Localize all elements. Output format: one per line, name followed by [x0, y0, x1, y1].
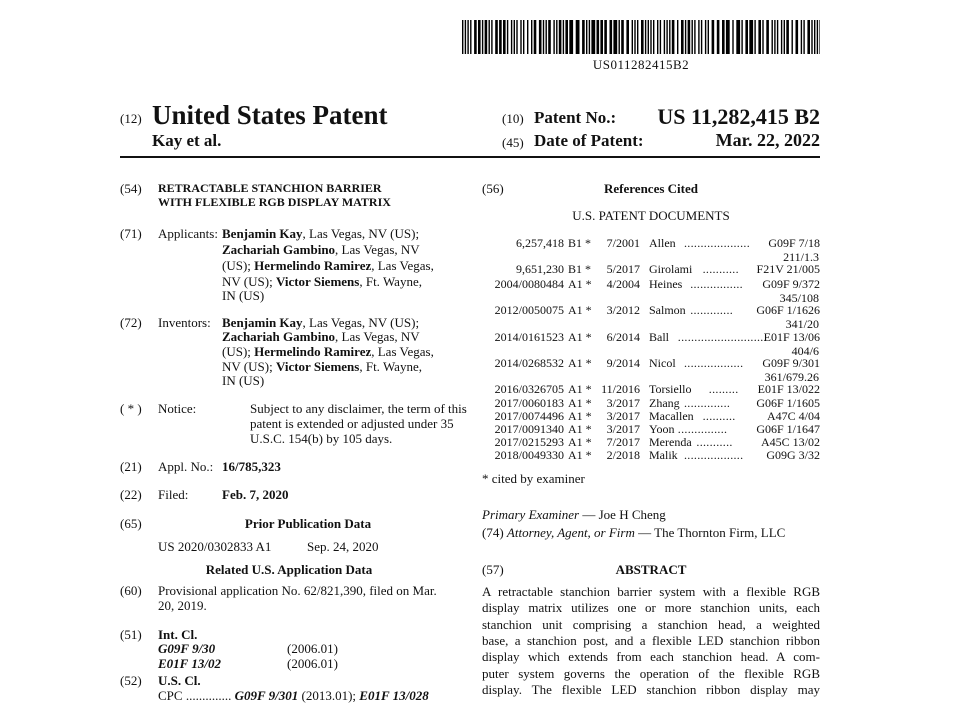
reference-date: 3/2017 — [606, 409, 640, 423]
reference-row — [482, 277, 820, 291]
barcode-bar — [758, 20, 761, 54]
code-12: (12) — [120, 111, 142, 126]
reference-number: 2016/0326705 — [494, 382, 564, 396]
reference-kind: A1 * — [568, 303, 592, 317]
reference-name: Zhang — [649, 396, 680, 410]
barcode-bar — [503, 20, 506, 54]
reference-name: Merenda — [649, 435, 692, 449]
barcode-bar — [569, 20, 573, 54]
barcode-bar — [523, 20, 524, 54]
reference-row — [482, 448, 820, 462]
patent-date: Mar. 22, 2022 — [715, 130, 820, 150]
date-label: Date of Patent: — [534, 131, 644, 150]
barcode-bar — [641, 20, 644, 54]
barcode-bar — [462, 20, 463, 54]
barcode-bar — [495, 20, 498, 54]
barcode-bar — [781, 20, 782, 54]
barcode-bar — [478, 20, 481, 54]
reference-row — [482, 330, 820, 344]
barcode-bar — [556, 20, 557, 54]
primary-examiner: Primary Examiner — Joe H Cheng — [482, 507, 666, 522]
barcode-bar — [664, 20, 665, 54]
barcode-number: US011282415B2 — [592, 57, 690, 72]
barcode-bar — [811, 20, 812, 54]
reference-row — [482, 236, 820, 250]
barcode-bar — [613, 20, 617, 54]
invention-title-line-2: WITH FLEXIBLE RGB DISPLAY MATRIX — [158, 195, 391, 209]
reference-class-continued: 345/108 — [779, 291, 819, 305]
barcode-bar — [653, 20, 654, 54]
reference-dots: ........... — [696, 435, 733, 449]
barcode-bar — [507, 20, 508, 54]
reference-date: 4/2004 — [606, 277, 640, 291]
code-71: (71) — [120, 226, 142, 241]
code-60: (60) — [120, 583, 142, 598]
barcode-bar — [634, 20, 635, 54]
reference-name: Malik — [649, 448, 678, 462]
barcode-bar — [645, 20, 646, 54]
code-56: (56) — [482, 181, 504, 196]
reference-number: 2012/0050075 — [494, 303, 564, 317]
abstract-line: puter system governs the operation of the flexible RGB — [482, 665, 820, 681]
barcode-bar — [610, 20, 613, 54]
barcode-bar — [708, 20, 709, 54]
cited-by-examiner: * cited by examiner — [482, 471, 585, 486]
reference-row — [482, 422, 820, 436]
reference-dots: ............... — [677, 422, 728, 436]
reference-dots: ......... — [708, 382, 739, 396]
provisional-line-1: Provisional application No. 62/821,390, filed on Mar. — [158, 583, 437, 598]
applicants-line-2: Zachariah Gambino, Las Vegas, NV — [222, 242, 420, 257]
reference-dots: .............. — [684, 396, 731, 410]
reference-date: 3/2017 — [606, 422, 640, 436]
reference-class-continued: 211/1.3 — [783, 250, 819, 264]
abstract-heading: ABSTRACT — [615, 562, 687, 577]
patent-no-label: Patent No.: — [534, 108, 617, 127]
barcode-bar — [712, 20, 715, 54]
prior-publication-number: US 2020/0302833 A1 — [158, 539, 272, 554]
barcode-bar — [565, 20, 568, 54]
notice-line-3: U.S.C. 154(b) by 105 days. — [250, 431, 393, 446]
barcode-bar — [685, 20, 686, 54]
code-22: (22) — [120, 487, 142, 502]
barcode-bar — [499, 20, 502, 54]
int-cl-2: E01F 13/02 — [158, 656, 221, 671]
abstract-line: A retractable stanchion barrier system with a flexible RGB — [482, 584, 820, 599]
barcode-bar — [741, 20, 742, 54]
barcode-bar — [582, 20, 585, 54]
reference-dots: .................. — [684, 448, 744, 462]
patent-authors: Kay et al. — [152, 131, 222, 150]
barcode-bar — [701, 20, 702, 54]
barcode-bar — [705, 20, 706, 54]
barcode-bar — [534, 20, 537, 54]
reference-number: 2014/0268532 — [494, 356, 564, 370]
inventors-label: Inventors: — [158, 315, 211, 330]
applicants-line-1: Benjamin Kay, Las Vegas, NV (US); — [222, 226, 420, 241]
barcode-bar — [817, 20, 818, 54]
reference-dots: ............. — [690, 303, 734, 317]
barcode-bar — [586, 20, 587, 54]
reference-dots: ........... — [702, 262, 739, 276]
barcode-bar — [803, 20, 804, 54]
barcode-bar — [563, 20, 564, 54]
reference-name: Yoon — [649, 422, 675, 436]
filed-label: Filed: — [158, 487, 189, 502]
int-cl-label: Int. Cl. — [158, 627, 198, 642]
barcode-bar — [514, 20, 515, 54]
reference-class: G06F 1/1647 — [756, 422, 820, 436]
reference-kind: A1 * — [568, 356, 592, 370]
barcode-bar — [660, 20, 661, 54]
reference-class-continued: 404/6 — [791, 344, 819, 358]
barcode-bar — [669, 20, 670, 54]
reference-class: G06F 1/1626 — [756, 303, 820, 317]
reference-class-continued: 341/20 — [785, 317, 819, 331]
related-data-heading: Related U.S. Application Data — [205, 562, 373, 577]
barcode-bar — [576, 20, 580, 54]
notice-line-1: Subject to any disclaimer, the term of this — [250, 401, 467, 416]
reference-dots: ........................... — [677, 330, 767, 344]
int-cl-2-year: (2006.01) — [287, 656, 338, 671]
reference-kind: A1 * — [568, 448, 592, 462]
barcode-bar — [772, 20, 773, 54]
reference-number: 6,257,418 — [516, 236, 564, 250]
barcode-bar — [527, 20, 528, 54]
reference-row — [482, 396, 820, 410]
reference-date: 7/2001 — [606, 236, 640, 250]
notice-line-2: patent is extended or adjusted under 35 — [250, 416, 454, 431]
cpc-line: CPC .............. G09F 9/301 (2013.01); E01F 13/028 — [158, 688, 429, 703]
barcode-bar — [548, 20, 551, 54]
notice-label: Notice: — [158, 401, 197, 416]
appl-no-label: Appl. No.: — [158, 459, 214, 474]
barcode-bar — [801, 20, 802, 54]
reference-number: 2004/0080484 — [494, 277, 564, 291]
appl-no: 16/785,323 — [222, 459, 281, 474]
barcode-bar — [774, 20, 775, 54]
us-cl-label: U.S. Cl. — [158, 673, 201, 688]
reference-class: A45C 13/02 — [760, 435, 820, 449]
int-cl-1-year: (2006.01) — [287, 641, 338, 656]
barcode-bar — [543, 20, 544, 54]
barcode-bar — [511, 20, 512, 54]
reference-class: A47C 4/04 — [766, 409, 820, 423]
barcode-bar — [650, 20, 651, 54]
reference-number: 2017/0215293 — [494, 435, 564, 449]
code-21: (21) — [120, 459, 142, 474]
reference-date: 6/2014 — [606, 330, 640, 344]
reference-kind: A1 * — [568, 330, 592, 344]
reference-name: Girolami — [649, 262, 693, 276]
barcode-bar — [672, 20, 675, 54]
patent-no: US 11,282,415 B2 — [657, 104, 820, 129]
prior-publication-date: Sep. 24, 2020 — [307, 539, 379, 554]
barcode-bar — [814, 20, 815, 54]
reference-kind: B1 * — [568, 262, 592, 276]
barcode-bar — [470, 20, 471, 54]
barcode-bar — [722, 20, 725, 54]
barcode-bar — [520, 20, 521, 54]
reference-number: 2014/0161523 — [494, 330, 564, 344]
reference-class-continued: 361/679.26 — [764, 370, 819, 384]
reference-number: 2017/0060183 — [494, 396, 564, 410]
applicants-line-4: NV (US); Victor Siemens, Ft. Wayne, — [222, 274, 422, 289]
references-heading: References Cited — [604, 181, 698, 196]
barcode-bar — [559, 20, 562, 54]
header-rule — [120, 156, 820, 158]
barcode-bar — [694, 20, 695, 54]
reference-name: Heines — [649, 277, 683, 291]
barcode-bar — [681, 20, 684, 54]
reference-date: 5/2017 — [606, 262, 640, 276]
barcode-bar — [619, 20, 620, 54]
reference-date: 7/2017 — [606, 435, 640, 449]
reference-kind: A1 * — [568, 422, 592, 436]
barcode-bar — [600, 20, 603, 54]
prior-publication-heading: Prior Publication Data — [244, 516, 372, 531]
reference-name: Salmon — [649, 303, 686, 317]
abstract-line: base, a stanchion post, and a flexible LED stanchion ribbon — [482, 632, 820, 648]
barcode-bar — [491, 20, 492, 54]
barcode-bar — [786, 20, 789, 54]
barcode-bar — [745, 20, 748, 54]
barcode-bar — [482, 20, 483, 54]
barcode-bar — [467, 20, 468, 54]
barcode-bar — [796, 20, 799, 54]
reference-class: G09F 9/301 — [762, 356, 820, 370]
reference-number: 2017/0091340 — [494, 422, 564, 436]
barcode-bar — [591, 20, 595, 54]
barcode-bar — [688, 20, 691, 54]
barcode-bar — [819, 20, 820, 54]
barcode-bar — [698, 20, 699, 54]
inventors-line-4: NV (US); Victor Siemens, Ft. Wayne, — [222, 359, 422, 374]
barcode-bar — [516, 20, 517, 54]
reference-row — [482, 435, 820, 449]
reference-kind: A1 * — [568, 382, 592, 396]
reference-date: 11/2016 — [601, 382, 640, 396]
reference-class: F21V 21/005 — [756, 262, 820, 276]
code-51: (51) — [120, 627, 142, 642]
abstract-line: display matrix utilizes one or more stanchion units, each — [482, 600, 820, 616]
attorney-line: (74) Attorney, Agent, or Firm — The Thornton Firm, LLC — [482, 525, 786, 540]
reference-kind: B1 * — [568, 236, 592, 250]
code-45: (45) — [502, 135, 524, 150]
provisional-line-2: 20, 2019. — [158, 598, 207, 613]
barcode-bar — [553, 20, 554, 54]
code-65: (65) — [120, 516, 142, 531]
barcode-bar — [766, 20, 769, 54]
barcode-bar — [784, 20, 785, 54]
reference-date: 3/2012 — [606, 303, 640, 317]
reference-date: 3/2017 — [606, 396, 640, 410]
barcode-bar — [666, 20, 667, 54]
reference-row — [482, 382, 820, 396]
reference-name: Torsiello — [649, 382, 692, 396]
code-10: (10) — [502, 111, 524, 126]
reference-kind: A1 * — [568, 277, 592, 291]
code-57: (57) — [482, 562, 504, 577]
code-notice: ( * ) — [120, 401, 142, 416]
barcode-bar — [657, 20, 658, 54]
reference-row — [482, 409, 820, 423]
barcode-bar — [489, 20, 490, 54]
reference-name: Ball — [649, 330, 669, 344]
filed-date: Feb. 7, 2020 — [222, 487, 289, 502]
code-54: (54) — [120, 181, 142, 196]
reference-class: E01F 13/06 — [763, 330, 820, 344]
code-52: (52) — [120, 673, 142, 688]
reference-class: G09F 9/372 — [762, 277, 820, 291]
inventors-line-2: Zachariah Gambino, Las Vegas, NV — [222, 329, 420, 344]
barcode-bar — [626, 20, 629, 54]
barcode-bar — [485, 20, 488, 54]
reference-kind: A1 * — [568, 435, 592, 449]
abstract-line: display. The flexible LED stanchion ribbon display may — [482, 681, 820, 697]
reference-class: G06F 1/1605 — [756, 396, 820, 410]
applicants-line-5: IN (US) — [222, 288, 265, 303]
reference-date: 2/2018 — [606, 448, 640, 462]
reference-kind: A1 * — [568, 409, 592, 423]
reference-dots: .......... — [702, 409, 736, 423]
barcode-bar — [546, 20, 547, 54]
reference-class: G09F 7/18 — [768, 236, 820, 250]
reference-kind: A1 * — [568, 396, 592, 410]
barcode-bar — [732, 20, 733, 54]
barcode-bar — [621, 20, 624, 54]
barcode-bar — [807, 20, 810, 54]
barcode-bar — [539, 20, 542, 54]
barcode-bar — [754, 20, 755, 54]
barcode-bar — [677, 20, 678, 54]
inventors-line-3: (US); Hermelindo Ramirez, Las Vegas, — [222, 344, 434, 359]
barcode-bar — [474, 20, 477, 54]
barcode-bar — [762, 20, 763, 54]
barcode-bar — [726, 20, 730, 54]
code-72: (72) — [120, 315, 142, 330]
reference-row — [482, 262, 820, 276]
reference-number: 2018/0049330 — [494, 448, 564, 462]
reference-dots: ................ — [690, 277, 743, 291]
barcode-bar — [792, 20, 793, 54]
reference-dots: .................. — [684, 356, 744, 370]
abstract-line: stanchion unit comprising a stanchion head, a weighted — [482, 616, 820, 632]
reference-class: G09G 3/32 — [766, 448, 820, 462]
us-patent-documents-heading: U.S. PATENT DOCUMENTS — [572, 208, 730, 223]
reference-name: Macallen — [649, 409, 694, 423]
patent-title: United States Patent — [152, 100, 388, 130]
abstract-line: display which extends from each stanchion head. A com- — [482, 649, 820, 665]
barcode-bar — [692, 20, 693, 54]
applicants-label: Applicants: — [158, 226, 218, 241]
barcode-bar — [637, 20, 638, 54]
barcode-bar — [604, 20, 607, 54]
barcode-bar — [589, 20, 590, 54]
barcode-bar — [717, 20, 720, 54]
inventors-line-5: IN (US) — [222, 373, 265, 388]
barcode — [462, 20, 820, 54]
reference-number: 2017/0074496 — [494, 409, 564, 423]
barcode-bar — [648, 20, 649, 54]
barcode-bar — [531, 20, 532, 54]
reference-date: 9/2014 — [606, 356, 640, 370]
barcode-bar — [632, 20, 633, 54]
reference-row — [482, 356, 820, 370]
int-cl-1: G09F 9/30 — [158, 641, 216, 656]
barcode-bar — [736, 20, 740, 54]
applicants-line-3: (US); Hermelindo Ramirez, Las Vegas, — [222, 258, 434, 273]
barcode-bar — [777, 20, 778, 54]
reference-name: Nicol — [649, 356, 676, 370]
reference-row — [482, 303, 820, 317]
barcode-bar — [749, 20, 753, 54]
reference-dots: .................... — [684, 236, 750, 250]
reference-number: 9,651,230 — [516, 262, 564, 276]
invention-title-line-1: RETRACTABLE STANCHION BARRIER — [158, 181, 382, 195]
inventors-line-1: Benjamin Kay, Las Vegas, NV (US); — [222, 315, 420, 330]
barcode-bar — [597, 20, 600, 54]
reference-class: E01F 13/022 — [757, 382, 820, 396]
reference-name: Allen — [649, 236, 676, 250]
barcode-bar — [465, 20, 466, 54]
